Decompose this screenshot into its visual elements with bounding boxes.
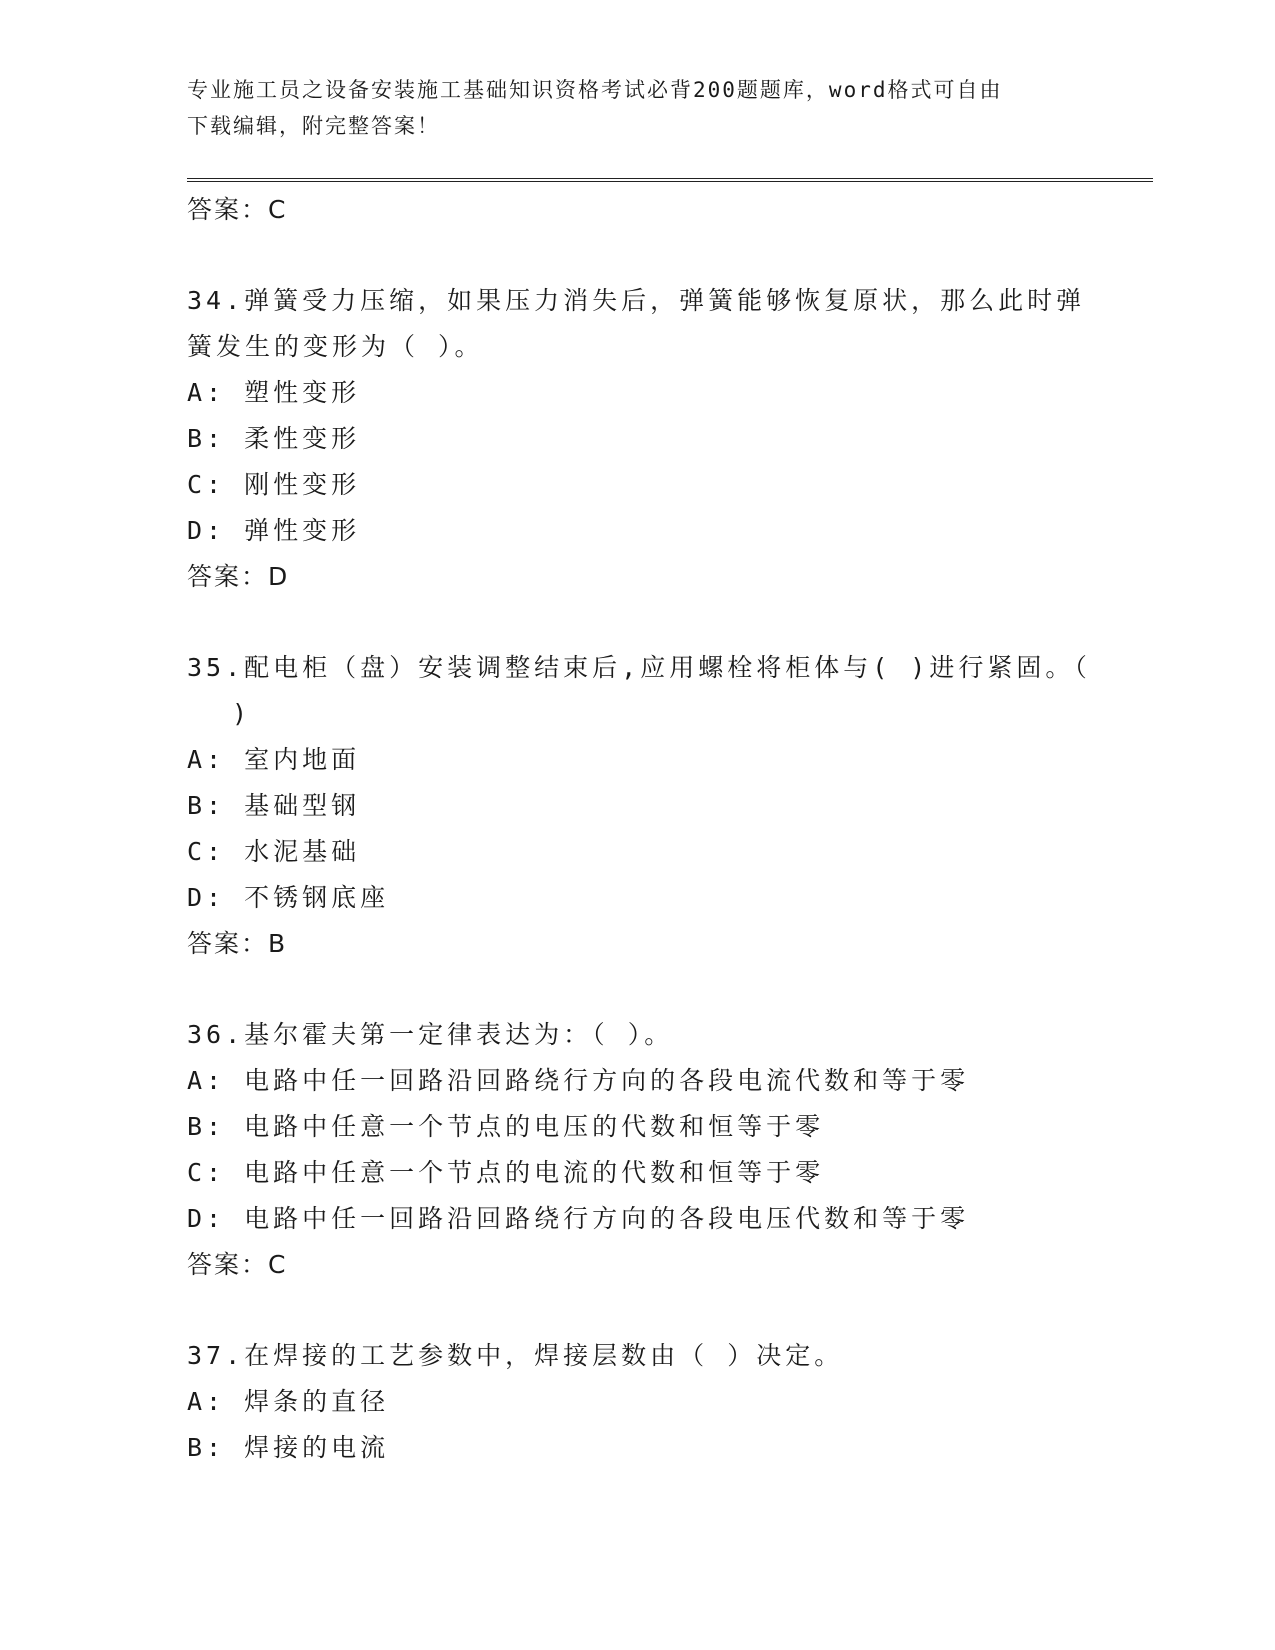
option-d: D: 电路中任一回路沿回路绕行方向的各段电压代数和等于零: [187, 1204, 970, 1233]
header-divider: [187, 178, 1153, 182]
answer-line: 答案：B: [187, 929, 288, 958]
question-stem-continued: ): [232, 699, 252, 728]
question-34: [187, 278, 1087, 600]
option-b: B: 柔性变形: [187, 424, 361, 453]
answer-line: 答案：C: [187, 1250, 288, 1279]
option-b: B: 电路中任意一个节点的电压的代数和恒等于零: [187, 1112, 825, 1141]
option-b: B: 基础型钢: [187, 791, 361, 820]
option-a: A: 焊条的直径: [187, 1387, 390, 1416]
header-line-1: 专业施工员之设备安装施工基础知识资格考试必背200题题库，word格式可自由: [187, 78, 1003, 102]
question-35: [187, 645, 1091, 967]
question-stem: 34.弹簧受力压缩，如果压力消失后，弹簧能够恢复原状，那么此时弹: [187, 286, 1086, 315]
answer-line: 答案：D: [187, 562, 290, 591]
answer-line: 答案：C: [187, 195, 288, 224]
document-header: [187, 72, 1087, 144]
question-stem: 36.基尔霍夫第一定律表达为：（ ）。: [187, 1020, 674, 1049]
question-stem: 37.在焊接的工艺参数中，焊接层数由（ ）决定。: [187, 1341, 844, 1370]
question-stem: 35.配电柜（盘）安装调整结束后,应用螺栓将柜体与( )进行紧固。（: [187, 653, 1091, 682]
option-c: C: 刚性变形: [187, 470, 361, 499]
option-c: C: 电路中任意一个节点的电流的代数和恒等于零: [187, 1158, 825, 1187]
question-37: [187, 1333, 1087, 1471]
header-line-2: 下载编辑，附完整答案！: [187, 114, 440, 138]
question-36: [187, 1012, 1087, 1288]
question-list: [187, 187, 1091, 1471]
option-a: A: 塑性变形: [187, 378, 361, 407]
option-d: D: 不锈钢底座: [187, 883, 390, 912]
option-b: B: 焊接的电流: [187, 1433, 390, 1462]
option-d: D: 弹性变形: [187, 516, 361, 545]
option-c: C: 水泥基础: [187, 837, 361, 866]
option-a: A: 室内地面: [187, 745, 361, 774]
option-a: A: 电路中任一回路沿回路绕行方向的各段电流代数和等于零: [187, 1066, 970, 1095]
question-stem-continued: 簧发生的变形为（ ）。: [187, 332, 484, 361]
